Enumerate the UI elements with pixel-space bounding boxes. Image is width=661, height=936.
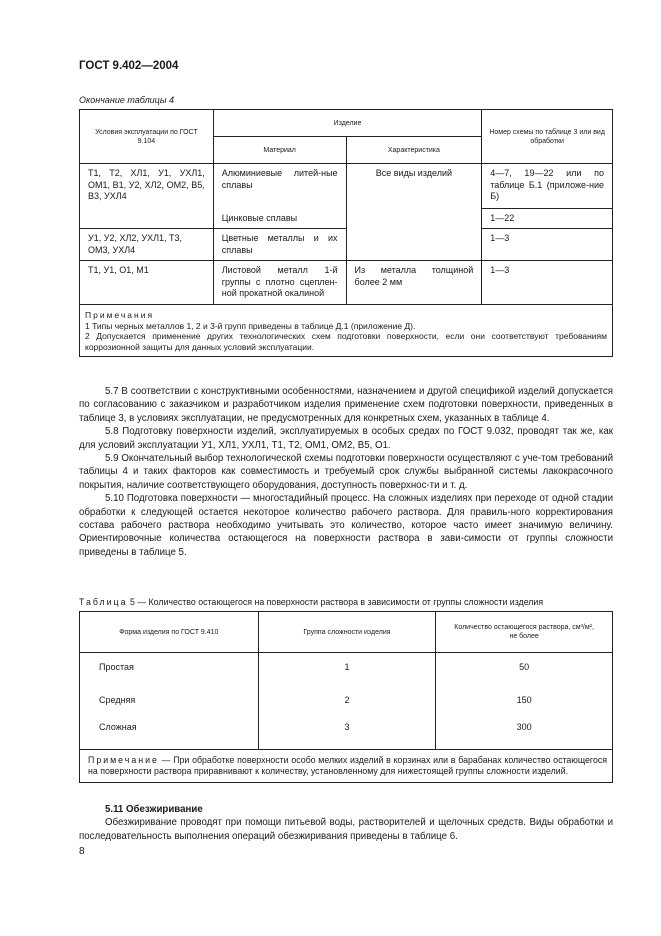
note-2: 2 Допускается применение других технологических схем подготовки поверхности, если они соответствуют требованиям коррозионной защиты для данных условий эксплуатации. xyxy=(85,331,607,352)
cell-conditions: У1, У2, ХЛ2, УХЛ1, Т3, ОМ3, УХЛ4 xyxy=(80,229,214,261)
cell-group: 2 xyxy=(258,691,436,719)
cell-characteristic: Из металла толщиной более 2 мм xyxy=(346,261,482,305)
col-conditions-header: Условия эксплуатации по ГОСТ 9.104 xyxy=(80,110,214,164)
paragraph-5-8: 5.8 Подготовку поверхности изделий, эксплуатируемых в особых средах по ГОСТ 9.032, проводят так же, как для условий эксплуатации У1, ХЛ1, УХЛ1, Т1, Т2, ОМ1, ОМ2, В5, О1. xyxy=(79,426,613,451)
cell-scheme: 4—7, 19—22 или по таблице Б.1 (приложе-ние Б) xyxy=(482,164,613,209)
cell-group: 1 xyxy=(258,653,436,692)
col-scheme-header: Номер схемы по таблице 3 или вид обработки xyxy=(482,110,613,164)
table-row xyxy=(80,719,613,750)
paragraph-5-9: 5.9 Окончательный выбор технологической схемы подготовки поверхности осуществляют с уче-том требований таблицы 4 и таких факторов как совместимость и требуемый срок службы выбранной системы лакокрасочного покрытия, наличие соответствующего оборудования, доступность поверхнос-ти и т. д. xyxy=(79,453,613,491)
cell-amount: 300 xyxy=(436,719,613,750)
cell-form: Сложная xyxy=(80,719,259,750)
col-characteristic-header: Характеристика xyxy=(346,137,482,164)
cell-amount: 50 xyxy=(436,653,613,692)
table-row xyxy=(80,164,613,209)
col-material-header: Материал xyxy=(213,137,346,164)
page-number: 8 xyxy=(79,846,85,857)
table4-caption: Окончание таблицы 4 xyxy=(79,95,174,105)
table5-note-text: — При обработке поверхности особо мелких изделий в корзинах или в барабанах количество остающегося на поверхности раствора приравнивают к количеству, установленному для нижестоящей группы сложности изделий. xyxy=(88,755,607,776)
notes-title: Примечания xyxy=(85,310,155,320)
cell-group: 3 xyxy=(258,719,436,750)
table5-caption-text: 5 — Количество остающегося на поверхности раствора в зависимости от группы сложности изделия xyxy=(129,597,544,607)
table5-caption xyxy=(79,597,543,607)
note-1: 1 Типы черных металлов 1, 2 и 3-й групп приведены в таблице Д.1 (приложение Д). xyxy=(85,320,416,331)
col-form-header: Форма изделия по ГОСТ 9.410 xyxy=(80,612,259,653)
table4-notes xyxy=(80,305,613,357)
document-header: ГОСТ 9.402—2004 xyxy=(79,60,179,72)
cell-amount: 150 xyxy=(436,691,613,719)
cell-material: Алюминиевые литей-ные сплавы xyxy=(213,164,346,209)
col-product-header: Изделие xyxy=(213,110,481,137)
cell-characteristic: Все виды изделий xyxy=(346,164,482,261)
table5-caption-label: Таблица xyxy=(79,597,128,607)
cell-scheme: 1—3 xyxy=(482,261,613,305)
col-amount-header: Количество остающегося раствора, см³/м², не более xyxy=(436,612,613,653)
cell-scheme: 1—22 xyxy=(482,209,613,229)
table5-note-label: Примечание xyxy=(88,755,159,765)
table-4 xyxy=(79,109,613,357)
paragraph-5-10: 5.10 Подготовка поверхности — многостадийный процесс. На сложных изделиях при переходе от одной стадии обработки к следующей остается некоторое количество рабочего раствора. Для правиль-ного корректирования состава рабочего раствора необходимо учитывать это количество, которое часто имеет значимую величину. Ориентировочные количества остающегося на поверхности раствора в зави-симости от группы сложности приведены в таблице 5. xyxy=(79,493,613,558)
table-5 xyxy=(79,611,613,783)
table-row xyxy=(80,653,613,692)
cell-form: Средняя xyxy=(80,691,259,719)
cell-material: Цветные металлы и их сплавы xyxy=(213,229,346,261)
cell-material: Цинковые сплавы xyxy=(213,209,346,229)
section-text: Обезжиривание проводят при помощи питьевой воды, растворителей и щелочных средств. Виды обработки и последовательность выполнения операций обезжиривания приведены в таблице 6. xyxy=(79,817,613,842)
table-row xyxy=(80,229,613,261)
table5-note xyxy=(80,750,613,783)
paragraph-5-7: 5.7 В соответствии с конструктивными особенностями, назначением и другой спецификой изделий допускается по согласованию с заказчиком и разработчиком изделия применение схем подготовки поверхности, приведенных в таблице 3, в условиях эксплуатации, не предусмотренных для конкретных схем, указанных в таблице 4. xyxy=(79,386,613,424)
cell-conditions: Т1, Т2, ХЛ1, У1, УХЛ1, ОМ1, В1, У2, ХЛ2, ОМ2, В5, В3, УХЛ4 xyxy=(80,164,214,229)
cell-form: Простая xyxy=(80,653,259,692)
cell-scheme: 1—3 xyxy=(482,229,613,261)
cell-material: Листовой металл 1-й группы с плотно сцеплен-ной прокатной окалиной xyxy=(213,261,346,305)
cell-conditions: Т1, У1, О1, М1 xyxy=(80,261,214,305)
section-title: 5.11 Обезжиривание xyxy=(105,804,203,815)
section-5-11 xyxy=(79,803,613,843)
col-group-header: Группа сложности изделия xyxy=(258,612,436,653)
table-row xyxy=(80,261,613,305)
body-paragraphs xyxy=(79,385,613,559)
table-row xyxy=(80,691,613,719)
